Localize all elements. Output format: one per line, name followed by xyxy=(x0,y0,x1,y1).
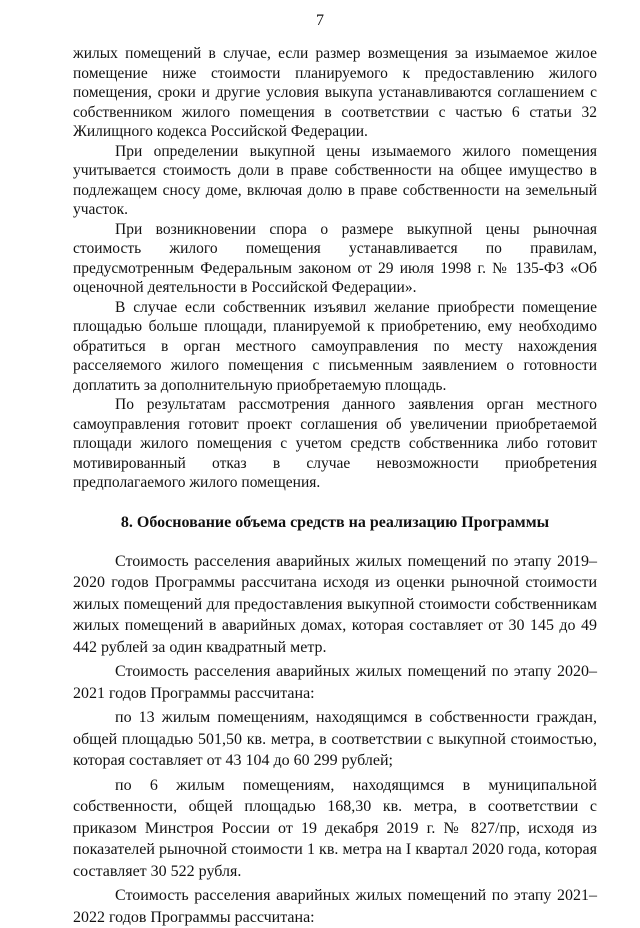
paragraph-private-units: по 13 жилым помещениям, находящимся в собственности граждан, общей площадью 501,50 кв. метра, в соответствии с выкупной стоимостью, которая составляет от 43 104 до 60 299 рублей; xyxy=(73,707,597,772)
page-number: 7 xyxy=(0,12,640,30)
paragraph-stage-2020: Стоимость расселения аварийных жилых помещений по этапу 2020–2021 годов Программы рассчитана: xyxy=(73,661,597,704)
section-8-body xyxy=(73,551,597,928)
paragraph-municipal-units: по 6 жилым помещениям, находящимся в муниципальной собственности, общей площадью 168,30 кв. метра, в соответствии с приказом Минстроя России от 19 декабря 2019 г. № 827/пр, исходя из показателей рыночной стоимости 1 кв. метра на I квартал 2020 года, которая составляет 30 522 рубля. xyxy=(73,775,597,883)
paragraph-buyout-price: При определении выкупной цены изымаемого жилого помещения учитывается стоимость доли в праве собственности на общее имущество в подлежащем сносу доме, включая долю в праве собственности на земельный участок. xyxy=(73,142,597,220)
paragraph-continuation: жилых помещений в случае, если размер возмещения за изымаемое жилое помещение ниже стоимости планируемого к предоставлению жилого помещения, сроки и другие условия выкупа устанавливаются соглашением с собственником жилого помещения в соответствии с частью 6 статьи 32 Жилищного кодекса Российской Федерации. xyxy=(73,44,597,142)
document-body xyxy=(73,44,597,928)
paragraph-agreement: По результатам рассмотрения данного заявления орган местного самоуправления готовит проект соглашения об увеличении приобретаемой площади жилого помещения с учетом средств собственника либо готовит мотивированный отказ в случае невозможности приобретения предполагаемого жилого помещения. xyxy=(73,395,597,493)
paragraph-larger-area: В случае если собственник изъявил желание приобрести помещение площадью больше площади, планируемой к приобретению, ему необходимо обратиться в орган местного самоуправления по месту нахождения расселяемого жилого помещения с письменным заявлением о готовности доплатить за дополнительную приобретаемую площадь. xyxy=(73,298,597,396)
paragraph-stage-2021: Стоимость расселения аварийных жилых помещений по этапу 2021–2022 годов Программы рассчитана: xyxy=(73,885,597,928)
section-heading: 8. Обоснование объема средств на реализацию Программы xyxy=(73,513,597,533)
paragraph-dispute: При возникновении спора о размере выкупной цены рыночная стоимость жилого помещения устанавливается по правилам, предусмотренным Федеральным законом от 29 июля 1998 г. № 135-ФЗ «Об оценочной деятельности в Российской Федерации». xyxy=(73,220,597,298)
paragraph-stage-2019: Стоимость расселения аварийных жилых помещений по этапу 2019–2020 годов Программы рассчитана исходя из оценки рыночной стоимости жилых помещений для предоставления выкупной стоимости собственникам жилых помещений в аварийных домах, которая составляет от 30 145 до 49 442 рублей за один квадратный метр. xyxy=(73,551,597,659)
